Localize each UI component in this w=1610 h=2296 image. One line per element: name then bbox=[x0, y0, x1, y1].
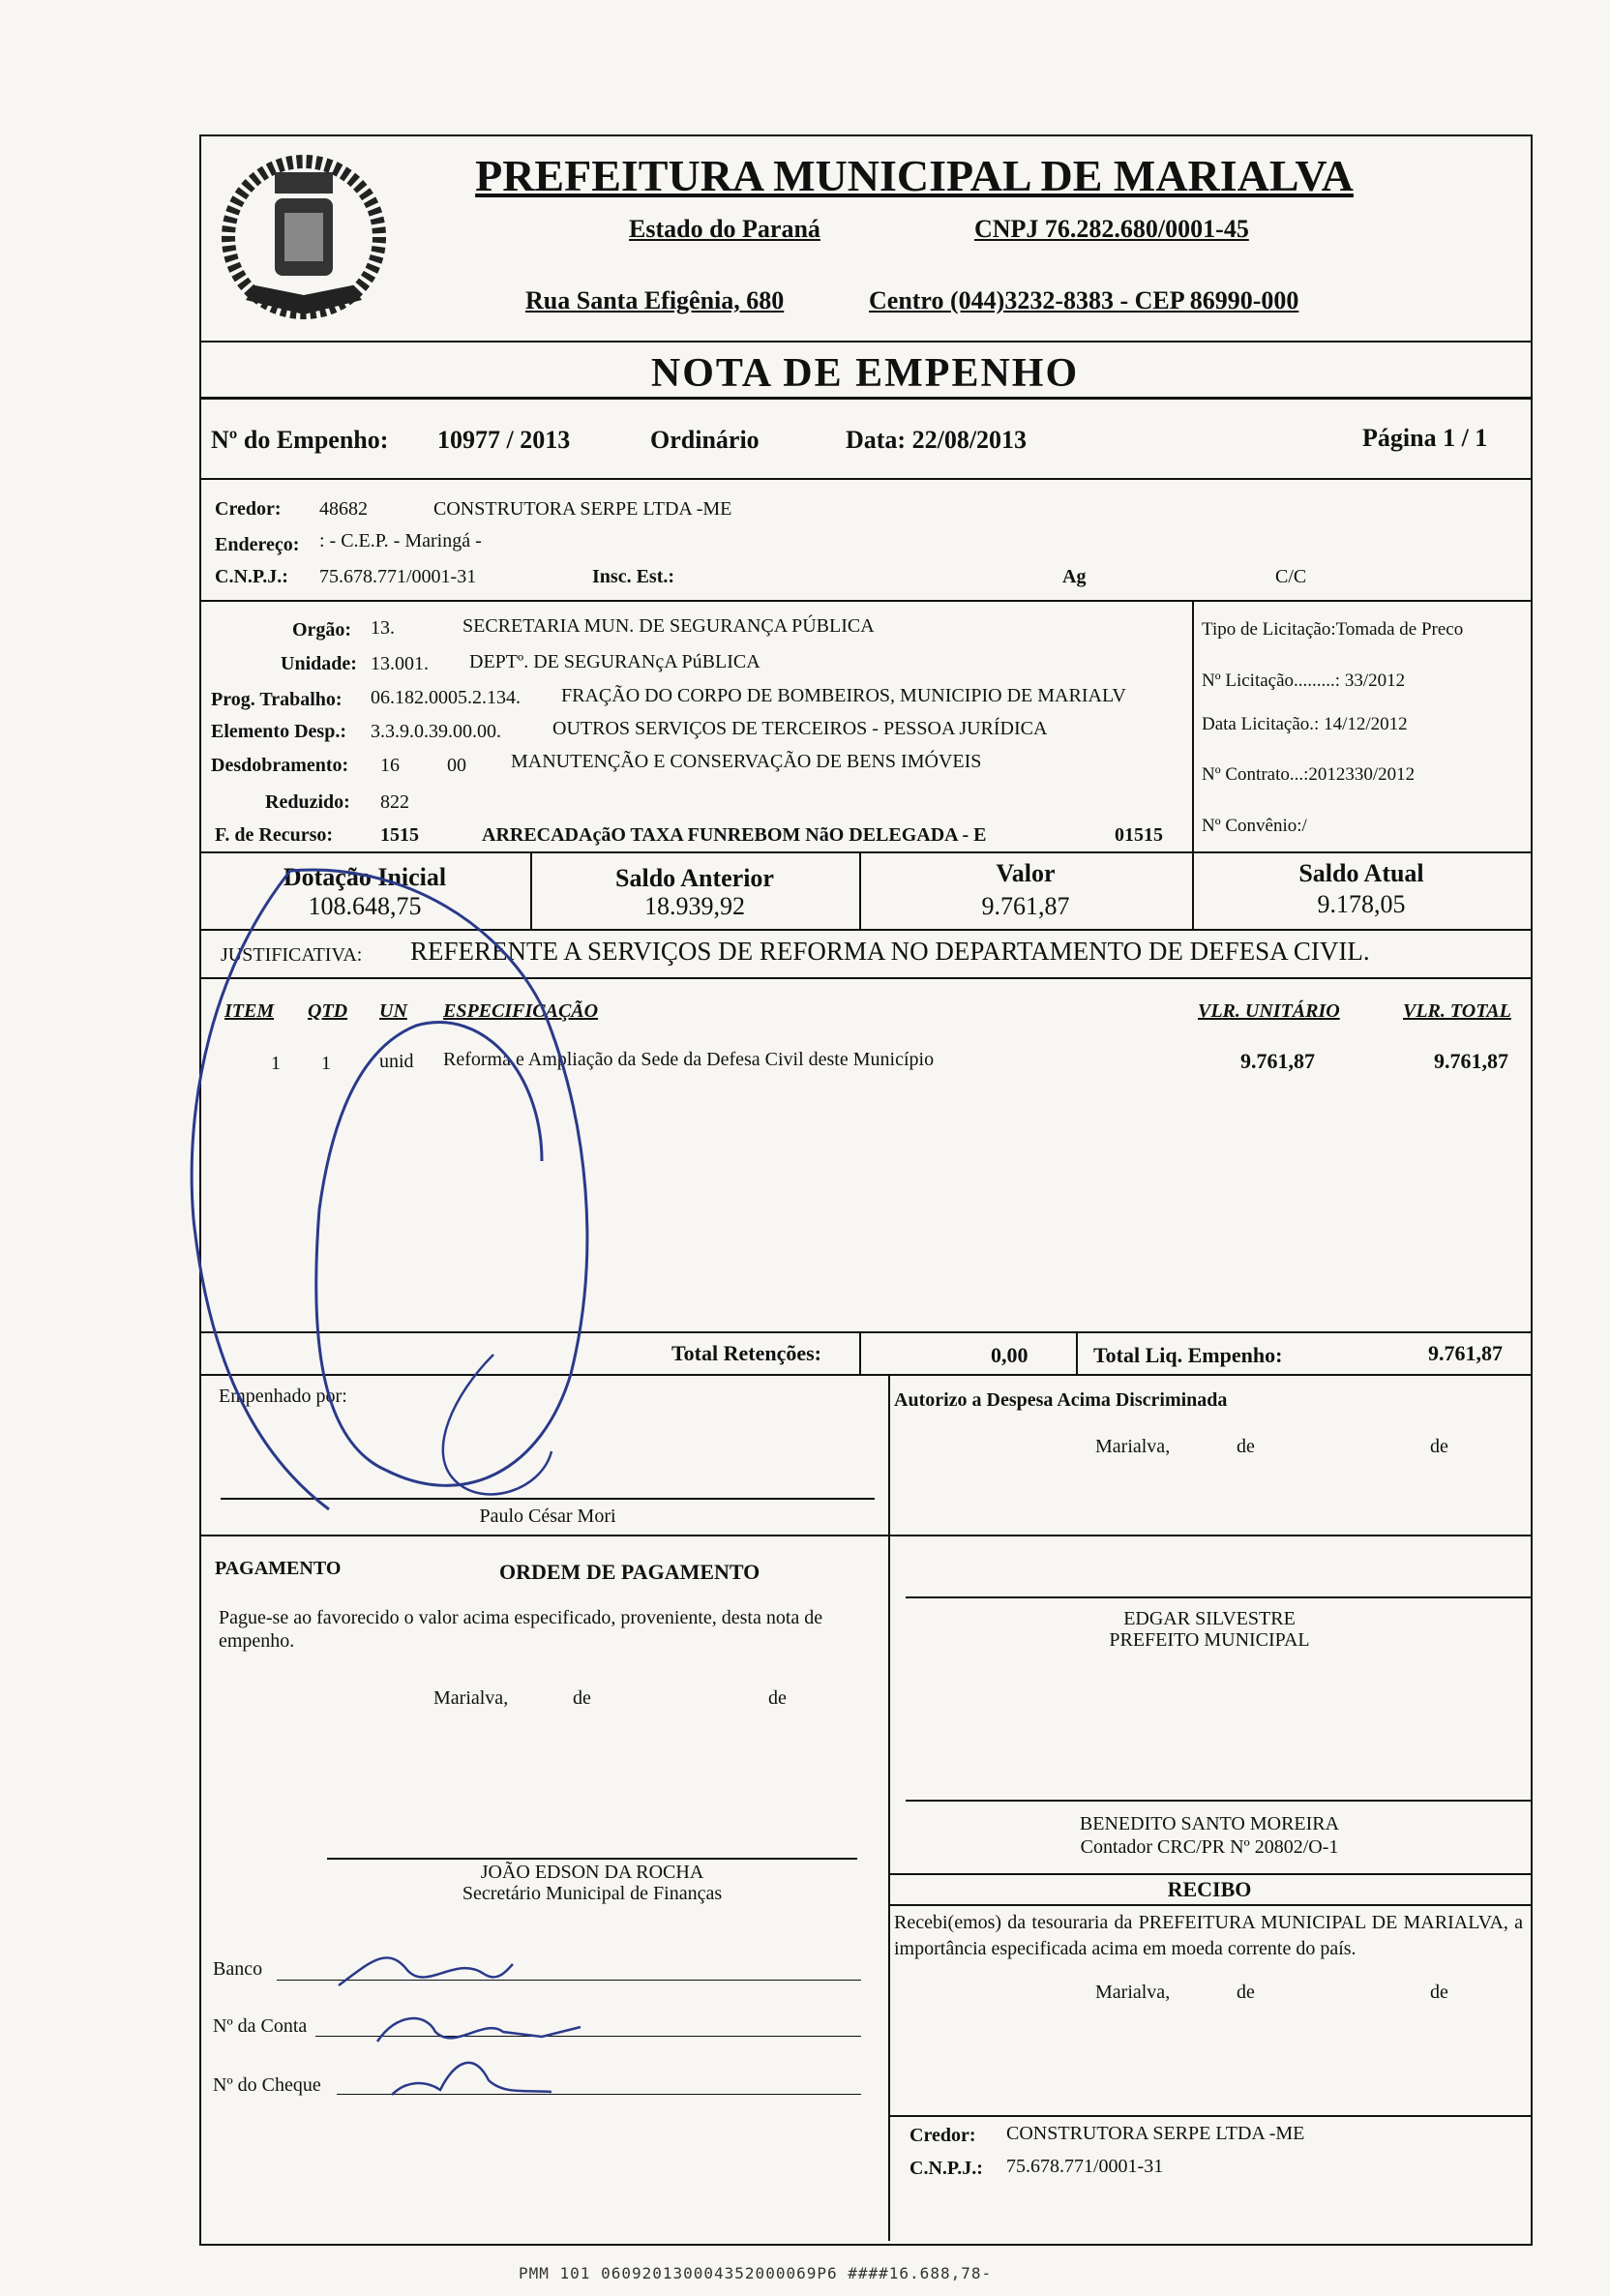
prefeito-role: PREFEITO MUNICIPAL bbox=[1109, 1629, 1310, 1651]
cheque-label: Nº do Cheque bbox=[213, 2074, 321, 2096]
prefeito-name: EDGAR SILVESTRE bbox=[1123, 1608, 1296, 1629]
pagamento-label: PAGAMENTO bbox=[215, 1558, 342, 1579]
total-retencoes-label: Total Retenções: bbox=[671, 1341, 821, 1365]
tipo-licitacao: Tipo de Licitação:Tomada de Preco bbox=[1202, 619, 1464, 640]
numero-licitacao: Nº Licitação.........: 33/2012 bbox=[1202, 671, 1406, 691]
recibo-place: Marialva, bbox=[1095, 1982, 1171, 2003]
fonte-recurso-code2: 01515 bbox=[1115, 824, 1163, 846]
endereco-label: Endereço: bbox=[215, 534, 300, 555]
desdobramento-label: Desdobramento: bbox=[211, 755, 349, 776]
footer-cnpj-label: C.N.P.J.: bbox=[909, 2158, 983, 2179]
elemento-code: 3.3.9.0.39.00.00. bbox=[371, 721, 501, 742]
endereco-value: : - C.E.P. - Maringá - bbox=[319, 530, 482, 552]
address: Rua Santa Efigênia, 680 bbox=[525, 286, 785, 314]
recibo-de2: de bbox=[1430, 1982, 1448, 2003]
cnpj-value: 75.678.771/0001-31 bbox=[319, 566, 477, 587]
col-un: UN bbox=[379, 1000, 407, 1022]
col-total-value: VLR. TOTAL bbox=[1403, 1000, 1511, 1022]
recibo-text: Recebi(emos) da tesouraria da PREFEITURA MUNICIPAL DE MARIALVA, a importância especificada acima em moeda corrente do país. bbox=[894, 1912, 1523, 1959]
pagamento-de1: de bbox=[573, 1687, 591, 1709]
unidade-name: DEPTº. DE SEGURANçA PúBLICA bbox=[469, 651, 760, 672]
unidade-label: Unidade: bbox=[281, 653, 357, 674]
col-qtd: QTD bbox=[308, 1000, 348, 1022]
cc-label: C/C bbox=[1275, 566, 1307, 587]
row-qtd: 1 bbox=[321, 1053, 331, 1074]
empenho-number: 10977 / 2013 bbox=[437, 426, 571, 454]
col-unit-value: VLR. UNITÁRIO bbox=[1198, 1000, 1340, 1022]
empenho-type: Ordinário bbox=[650, 426, 760, 454]
row-un: unid bbox=[379, 1051, 414, 1072]
footer-cnpj-value: 75.678.771/0001-31 bbox=[1006, 2156, 1164, 2177]
col-item: ITEM bbox=[224, 1000, 275, 1022]
document-title: NOTA DE EMPENHO bbox=[650, 351, 1080, 396]
recibo-title: RECIBO bbox=[1167, 1877, 1252, 1901]
saldo-anterior-label: Saldo Anterior bbox=[615, 864, 774, 892]
ag-label: Ag bbox=[1062, 566, 1087, 587]
payment-stamp: PMM 101 060920130004352000069P6 ####16.688,78- bbox=[519, 2264, 993, 2282]
empenhado-signer: Paulo César Mori bbox=[479, 1506, 616, 1527]
prog-code: 06.182.0005.2.134. bbox=[371, 687, 521, 708]
desdobramento-b: 00 bbox=[447, 755, 466, 776]
empenho-date: Data: 22/08/2013 bbox=[846, 426, 1028, 454]
credor-label: Credor: bbox=[215, 498, 282, 520]
orgao-code: 13. bbox=[371, 617, 395, 639]
reduzido-value: 822 bbox=[380, 791, 409, 813]
orgao-label: Orgão: bbox=[292, 619, 352, 641]
empenhado-label: Empenhado por: bbox=[219, 1386, 347, 1407]
elemento-name: OUTROS SERVIÇOS DE TERCEIROS - PESSOA JURÍDICA bbox=[552, 718, 1048, 739]
insc-est-label: Insc. Est.: bbox=[592, 566, 675, 587]
justificativa-label: JUSTIFICATIVA: bbox=[221, 944, 363, 966]
unidade-code: 13.001. bbox=[371, 653, 429, 674]
valor-value: 9.761,87 bbox=[981, 892, 1070, 920]
autorizo-de1: de bbox=[1237, 1436, 1255, 1457]
reduzido-label: Reduzido: bbox=[265, 791, 350, 813]
ordem-pagamento-title: ORDEM DE PAGAMENTO bbox=[499, 1560, 760, 1584]
saldo-atual-label: Saldo Atual bbox=[1298, 859, 1424, 887]
elemento-label: Elemento Desp.: bbox=[211, 721, 346, 742]
contador-role: Contador CRC/PR Nº 20802/O-1 bbox=[1080, 1836, 1339, 1858]
row-item: 1 bbox=[271, 1053, 281, 1074]
dotacao-inicial-label: Dotação Inicial bbox=[283, 863, 447, 891]
numero-contrato: Nº Contrato...:2012330/2012 bbox=[1202, 764, 1416, 785]
empenho-number-label: Nº do Empenho: bbox=[211, 426, 389, 454]
credor-name: CONSTRUTORA SERPE LTDA -ME bbox=[433, 498, 732, 520]
fonte-recurso-name: ARRECADAçãO TAXA FUNREBOM NãO DELEGADA - E bbox=[482, 824, 987, 846]
page-number: Página 1 / 1 bbox=[1362, 424, 1488, 452]
recibo-de1: de bbox=[1237, 1982, 1255, 2003]
banco-label: Banco bbox=[213, 1958, 263, 1980]
total-liquido-label: Total Liq. Empenho: bbox=[1093, 1343, 1283, 1367]
prog-label: Prog. Trabalho: bbox=[211, 689, 343, 710]
secretario-name: JOÃO EDSON DA ROCHA bbox=[480, 1862, 704, 1883]
state-name: Estado do Paraná bbox=[629, 215, 820, 243]
contador-name: BENEDITO SANTO MOREIRA bbox=[1079, 1813, 1340, 1834]
cnpj-header: CNPJ 76.282.680/0001-45 bbox=[974, 215, 1249, 243]
desdobramento-name: MANUTENÇÃO E CONSERVAÇÃO DE BENS IMÓVEIS bbox=[511, 751, 982, 772]
autorizo-de2: de bbox=[1430, 1436, 1448, 1457]
valor-label: Valor bbox=[996, 859, 1056, 887]
total-liquido-value: 9.761,87 bbox=[1428, 1341, 1503, 1365]
autorizo-place: Marialva, bbox=[1095, 1436, 1171, 1457]
secretario-role: Secretário Municipal de Finanças bbox=[462, 1883, 723, 1904]
pagamento-place: Marialva, bbox=[433, 1687, 509, 1709]
desdobramento-a: 16 bbox=[380, 755, 400, 776]
row-total-value: 9.761,87 bbox=[1434, 1049, 1508, 1073]
saldo-atual-value: 9.178,05 bbox=[1317, 890, 1406, 918]
credor-code: 48682 bbox=[319, 498, 368, 520]
page-title: PREFEITURA MUNICIPAL DE MARIALVA bbox=[475, 151, 1354, 200]
saldo-anterior-value: 18.939,92 bbox=[644, 892, 745, 920]
autorizo-title: Autorizo a Despesa Acima Discriminada bbox=[894, 1389, 1228, 1411]
col-spec: ESPECIFICAÇÃO bbox=[443, 1000, 599, 1022]
conta-label: Nº da Conta bbox=[213, 2015, 308, 2037]
pagamento-text: Pague-se ao favorecido o valor acima especificado, proveniente, desta nota de empenho. bbox=[219, 1607, 823, 1652]
justificativa-text: REFERENTE A SERVIÇOS DE REFORMA NO DEPARTAMENTO DE DEFESA CIVIL. bbox=[410, 937, 1370, 966]
district-phone: Centro (044)3232-8383 - CEP 86990-000 bbox=[869, 286, 1299, 314]
numero-convenio: Nº Convênio:/ bbox=[1202, 816, 1307, 836]
row-unit-value: 9.761,87 bbox=[1240, 1049, 1315, 1073]
footer-credor-name: CONSTRUTORA SERPE LTDA -ME bbox=[1006, 2123, 1305, 2144]
data-licitacao: Data Licitação.: 14/12/2012 bbox=[1202, 714, 1408, 734]
dotacao-inicial-value: 108.648,75 bbox=[308, 892, 422, 920]
cnpj-label: C.N.P.J.: bbox=[215, 566, 288, 587]
prog-name: FRAÇÃO DO CORPO DE BOMBEIROS, MUNICIPIO DE MARIALV bbox=[561, 685, 1126, 706]
fonte-recurso-label: F. de Recurso: bbox=[215, 824, 334, 846]
footer-credor-label: Credor: bbox=[909, 2125, 976, 2146]
row-spec: Reforma e Ampliação da Sede da Defesa Civil deste Município bbox=[443, 1049, 935, 1070]
total-retencoes-value: 0,00 bbox=[991, 1343, 1029, 1367]
fonte-recurso-code: 1515 bbox=[380, 824, 419, 846]
pagamento-de2: de bbox=[768, 1687, 787, 1709]
orgao-name: SECRETARIA MUN. DE SEGURANÇA PÚBLICA bbox=[462, 615, 875, 637]
